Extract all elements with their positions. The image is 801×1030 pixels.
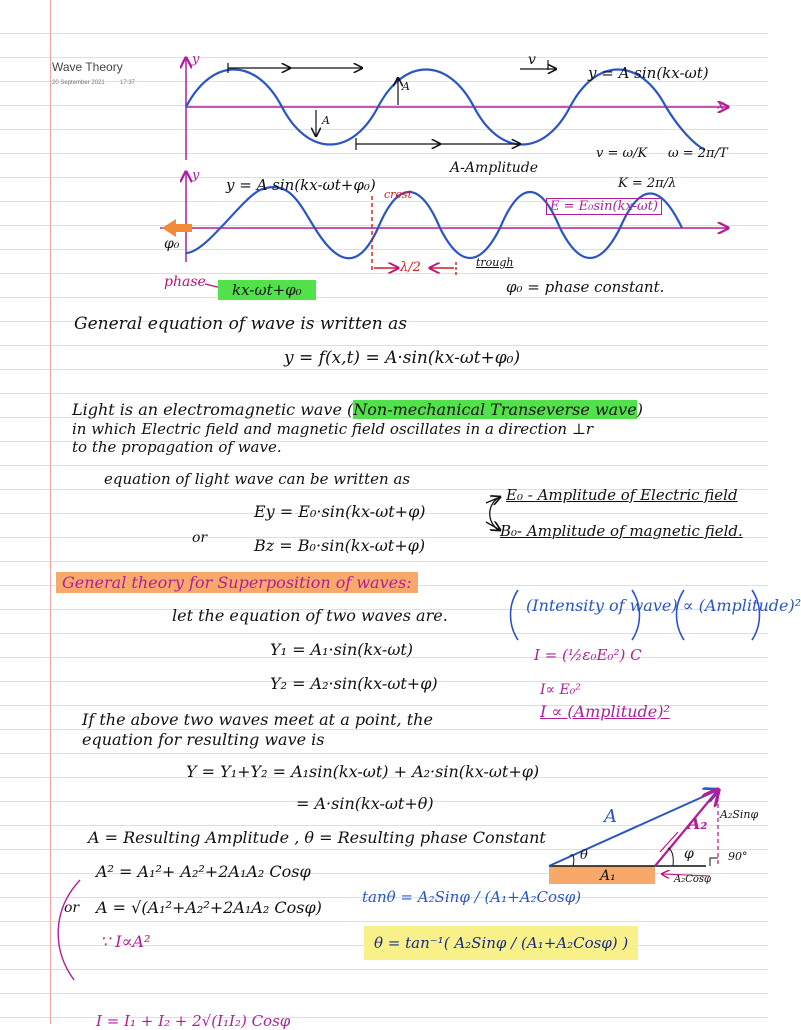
intensity-e0-prop: I∝ E₀² <box>540 682 581 698</box>
wave1-amp-label-up: A <box>402 80 410 93</box>
page-date: 20 September 2021 <box>52 80 105 86</box>
theta-eq: θ = tan⁻¹( A₂Sinφ / (A₁+A₂Cosφ) ) <box>364 926 638 960</box>
amplitude-bracket <box>486 497 500 530</box>
intensity-formula: I = (½ε₀E₀²) C <box>534 646 642 664</box>
intensity-proportional: ∵ I∝A² <box>100 932 151 951</box>
tan-theta-eq: tanθ = A₂Sinφ / (A₁+A₂Cosφ) <box>362 888 582 906</box>
half-lambda-label: λ/2 <box>400 260 421 275</box>
meet-line1: If the above two waves meet at a point, the <box>82 710 433 729</box>
triangle-horizontal-component: A₂Cosφ <box>674 874 712 885</box>
amplitude-squared-eq: A² = A₁²+ A₂²+2A₁A₂ Cosφ <box>96 862 311 881</box>
vector-triangle <box>549 790 718 884</box>
wave2-superposition-eq: Y₂ = A₂·sin(kx-ωt+φ) <box>270 674 438 693</box>
omega-relation: ω = 2π/T <box>668 146 728 161</box>
page-title: Wave Theory <box>52 60 123 74</box>
triangle-theta-label: θ <box>580 848 588 863</box>
cut-off-line: I = I₁ + I₂ + 2√(I₁I₂) Cosφ <box>96 1012 291 1030</box>
magnetic-field-equation: Bz = B₀·sin(kx-ωt+φ) <box>254 536 426 555</box>
light-intro: Light is an electromagnetic wave (Non-mechanical Transeverse wave) <box>72 400 643 419</box>
phase-expression: kx-ωt+φ₀ <box>218 280 316 300</box>
phi0-label: φ₀ <box>164 236 180 252</box>
electric-field-equation: Ey = E₀·sin(kx-ωt+φ) <box>254 502 426 521</box>
light-line2: in which Electric field and magnetic field oscillates in a direction ⊥r <box>72 420 594 438</box>
crest-label: crest <box>384 188 412 201</box>
resulting-definitions: A = Resulting Amplitude , θ = Resulting phase Constant <box>88 828 546 847</box>
or-label-2: or <box>64 900 80 916</box>
superposition-heading: General theory for Superposition of waves: <box>56 572 418 593</box>
intensity-amplitude-prop: I ∝ (Amplitude)² <box>540 702 670 721</box>
light-equation-intro: equation of light wave can be written as <box>104 470 411 488</box>
resulting-wave-eq: Y = Y₁+Y₂ = A₁sin(kx-ωt) + A₂·sin(kx-ωt+φ) <box>186 762 540 781</box>
superposition-intro: let the equation of two waves are. <box>172 606 448 625</box>
general-equation: y = f(x,t) = A·sin(kx-ωt+φ₀) <box>284 348 521 368</box>
em-wave-equation: E = E₀sin(kx-ωt) <box>546 198 662 215</box>
wave1-superposition-eq: Y₁ = A₁·sin(kx-ωt) <box>270 640 414 659</box>
amplitude-root-eq: A = √(A₁²+A₂²+2A₁A₂ Cosφ) <box>96 898 322 917</box>
triangle-vertical-component: A₂Sinφ <box>720 808 759 821</box>
wave1-x-label: x <box>717 98 725 113</box>
wave1-annotations <box>228 60 556 150</box>
e0-amplitude-note: E₀ - Amplitude of Electric field <box>506 486 738 504</box>
k-relation: K = 2π/λ <box>618 176 677 191</box>
derivation-bracket <box>58 880 80 980</box>
b0-amplitude-note: B₀- Amplitude of magnetic field. <box>500 522 743 540</box>
wave1-equation: y = A sin(kx-ωt) <box>588 64 709 82</box>
or-label-1: or <box>192 530 208 546</box>
trough-label: trough <box>476 256 514 269</box>
resulting-wave-eq-simplified: = A·sin(kx-ωt+θ) <box>296 794 434 813</box>
phase-shift-arrow <box>162 219 192 237</box>
page-time: 17:37 <box>120 80 136 86</box>
intensity-relation: (Intensity of wave) ∝ (Amplitude)² <box>526 596 801 615</box>
wave1-v-label: v <box>528 52 536 68</box>
phase-label: phase <box>164 274 206 290</box>
wave2-y-label: y <box>192 168 200 183</box>
wave1-amp-label-down: A <box>322 114 330 127</box>
triangle-phi-label: φ <box>684 846 694 862</box>
triangle-A1-label: A₁ <box>600 868 616 884</box>
general-equation-intro: General equation of wave is written as <box>74 314 407 334</box>
meet-line2: equation for resulting wave is <box>82 730 325 749</box>
velocity-relation: v = ω/K <box>596 146 648 161</box>
amplitude-note: A-Amplitude <box>450 160 539 176</box>
phase-constant-note: φ₀ = phase constant. <box>506 278 665 296</box>
triangle-right-angle: 90° <box>728 850 748 863</box>
triangle-A2-label: A₂ <box>688 814 708 833</box>
non-mechanical-highlight: Non-mechanical Transeverse wave <box>353 400 637 419</box>
wave2-equation: y = A sin(kx-ωt+φ₀) <box>226 176 376 194</box>
triangle-A-label: A <box>604 806 617 827</box>
wave1-y-label: y <box>192 52 200 67</box>
light-line3: to the propagation of wave. <box>72 438 282 456</box>
